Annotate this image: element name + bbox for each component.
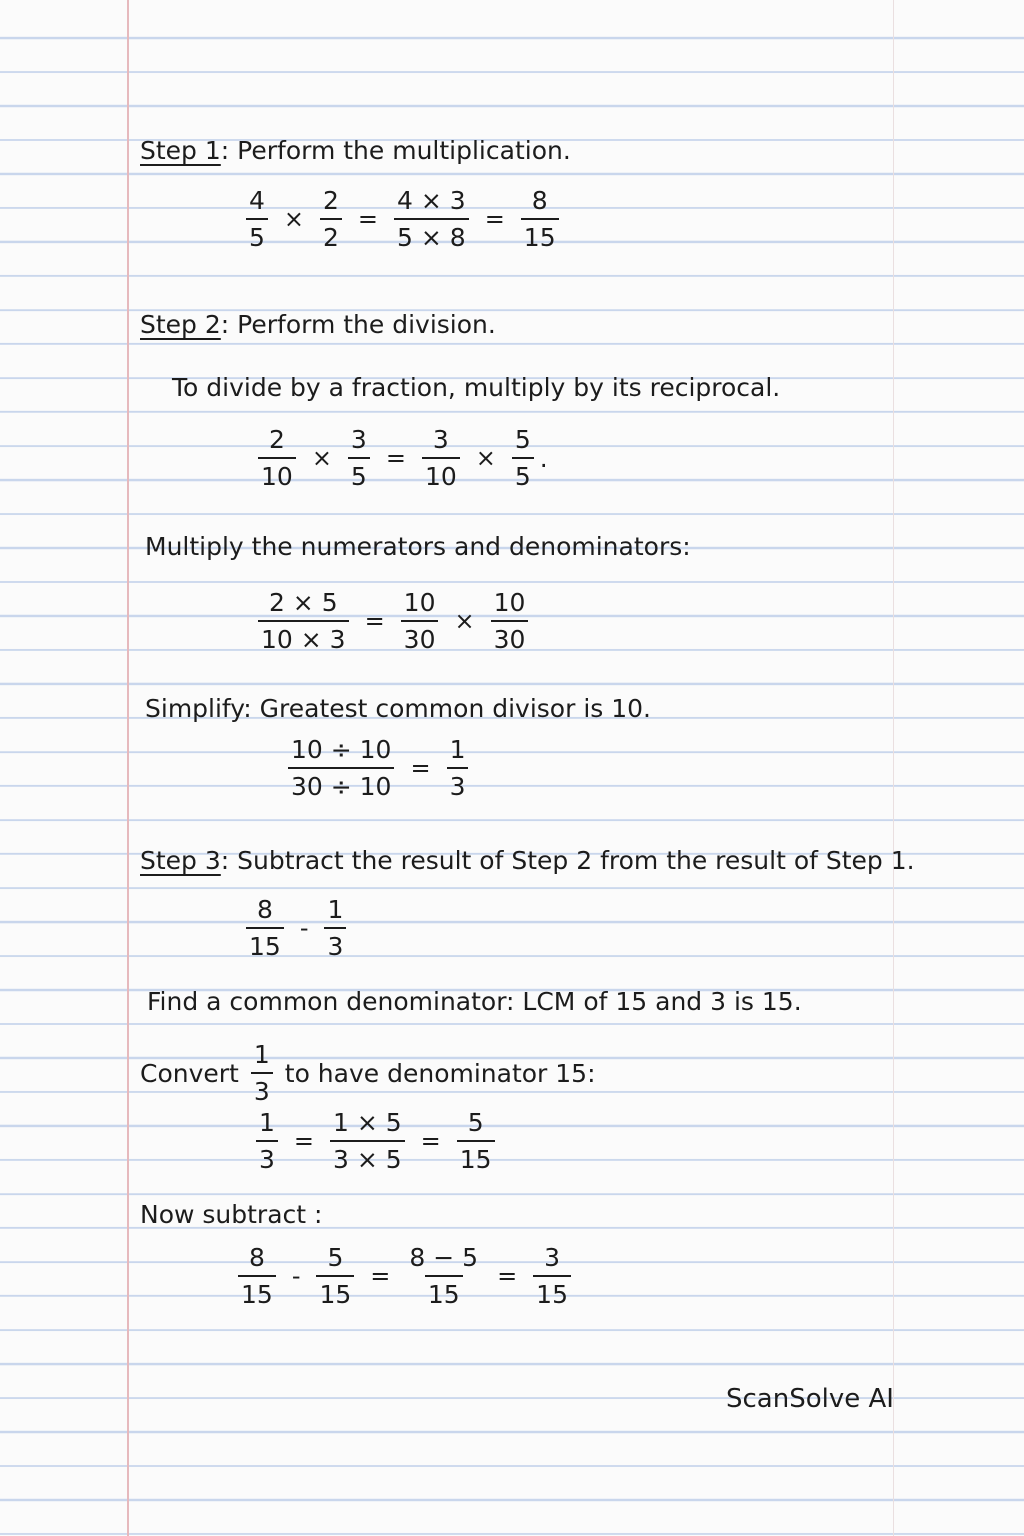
fraction: [246, 186, 268, 252]
fraction: [324, 895, 346, 961]
numerator: 8: [256, 895, 273, 924]
fraction: [447, 735, 469, 801]
denominator: 30: [401, 620, 439, 654]
operator: =: [410, 754, 431, 782]
subtract-instruction: Now subtract :: [140, 1200, 323, 1229]
denominator: 15: [425, 1275, 463, 1309]
denominator: 15: [316, 1275, 354, 1309]
fraction: [457, 1108, 495, 1174]
operator: ×: [283, 205, 305, 233]
fraction: [422, 425, 460, 491]
step1-text: Perform the multiplication.: [237, 136, 571, 165]
fraction: [521, 186, 559, 252]
step2-heading: [140, 310, 496, 339]
numerator: 2: [323, 186, 339, 215]
denominator: 30: [491, 620, 529, 654]
fraction: [258, 425, 296, 491]
numerator: 8 − 5: [409, 1243, 479, 1272]
denominator: 15: [457, 1140, 495, 1174]
denominator: 3: [447, 767, 469, 801]
denominator: 15: [521, 218, 559, 252]
fraction: [320, 186, 342, 252]
operator: ×: [475, 444, 496, 472]
numerator: 5: [327, 1243, 344, 1272]
multiply-instruction: Multiply the numerators and denominators:: [145, 532, 691, 561]
reciprocal-note: To divide by a fraction, multiply by its reciprocal.: [172, 373, 781, 402]
operator: -: [299, 914, 309, 942]
denominator: 30 ÷ 10: [288, 767, 394, 801]
fraction: [491, 588, 529, 654]
numerator: 4: [249, 186, 265, 215]
step2-text: Perform the division.: [237, 310, 496, 339]
numerator: 8: [248, 1243, 265, 1272]
numerator: 3: [544, 1243, 561, 1272]
lcm-instruction: Find a common denominator: LCM of 15 and 3 is 15.: [147, 987, 802, 1016]
fraction: [246, 895, 284, 961]
fraction: [288, 735, 394, 801]
numerator: 1: [253, 1040, 270, 1069]
numerator: 10: [403, 588, 436, 617]
numerator: 8: [531, 186, 548, 215]
numerator: 10: [493, 588, 526, 617]
operator: =: [293, 1127, 315, 1155]
numerator: 1: [259, 1108, 275, 1137]
denominator: 3: [251, 1072, 273, 1106]
step2-colon: :: [220, 310, 230, 339]
step3-heading: [140, 846, 915, 875]
operator: ×: [454, 607, 475, 635]
operator: =: [484, 205, 505, 233]
step3-equation-2: [250, 1108, 501, 1174]
fraction: [251, 1040, 273, 1106]
fraction: [348, 425, 370, 491]
step3-equation-1: [240, 895, 352, 961]
step3-colon: :: [220, 846, 230, 875]
denominator: 3 × 5: [330, 1140, 405, 1174]
denominator: 5: [348, 457, 370, 491]
operator: =: [370, 1262, 391, 1290]
numerator: 4 × 3: [397, 186, 466, 215]
fraction: [533, 1243, 571, 1309]
operator: =: [497, 1262, 518, 1290]
operator: =: [364, 607, 385, 635]
step3-equation-3: [232, 1243, 577, 1309]
fraction: [316, 1243, 354, 1309]
denominator: 5 × 8: [394, 218, 469, 252]
fraction: [394, 186, 469, 252]
step2-equation-3: [282, 735, 474, 801]
fraction: [238, 1243, 276, 1309]
operator: -: [291, 1262, 301, 1290]
numerator: 5: [467, 1108, 484, 1137]
numerator: 3: [432, 425, 449, 454]
step3-text: Subtract the result of Step 2 from the result of Step 1.: [237, 846, 915, 875]
denominator: 3: [256, 1140, 278, 1174]
fraction: [256, 1108, 278, 1174]
denominator: 10: [258, 457, 296, 491]
denominator: 15: [533, 1275, 571, 1309]
period: .: [539, 443, 548, 473]
fraction: [330, 1108, 405, 1174]
simplify-instruction: Simplify: Greatest common divisor is 10.: [145, 694, 652, 723]
numerator: 10 ÷ 10: [291, 735, 392, 764]
denominator: 15: [246, 927, 284, 961]
step1-colon: :: [220, 136, 230, 165]
denominator: 2: [320, 218, 342, 252]
convert-prefix: Convert: [140, 1058, 239, 1088]
step2-equation-2: [252, 588, 534, 654]
numerator: 1: [449, 735, 466, 764]
brand-signature: ScanSolve AI: [726, 1384, 894, 1414]
numerator: 1 × 5: [333, 1108, 402, 1137]
step2-equation-1: [252, 425, 548, 491]
numerator: 1: [327, 895, 344, 924]
denominator: 5: [512, 457, 534, 491]
fraction: [401, 588, 439, 654]
denominator: 15: [238, 1275, 276, 1309]
denominator: 10: [422, 457, 460, 491]
operator: =: [420, 1127, 441, 1155]
denominator: 5: [246, 218, 268, 252]
fraction: [512, 425, 534, 491]
step1-heading: [140, 136, 571, 165]
convert-instruction: [140, 1040, 596, 1106]
numerator: 3: [350, 425, 367, 454]
step1-label: Step 1: [140, 136, 221, 165]
step3-label: Step 3: [140, 846, 221, 875]
fraction: [406, 1243, 481, 1309]
fraction: [258, 588, 349, 654]
operator: =: [385, 444, 406, 472]
operator: =: [357, 205, 379, 233]
denominator: 10 × 3: [258, 620, 349, 654]
operator: ×: [311, 444, 332, 472]
numerator: 2: [268, 425, 285, 454]
numerator: 2 × 5: [268, 588, 338, 617]
numerator: 5: [514, 425, 531, 454]
step1-equation: [240, 186, 565, 252]
step2-label: Step 2: [140, 310, 221, 339]
denominator: 3: [324, 927, 346, 961]
convert-suffix: to have denominator 15:: [284, 1058, 596, 1088]
